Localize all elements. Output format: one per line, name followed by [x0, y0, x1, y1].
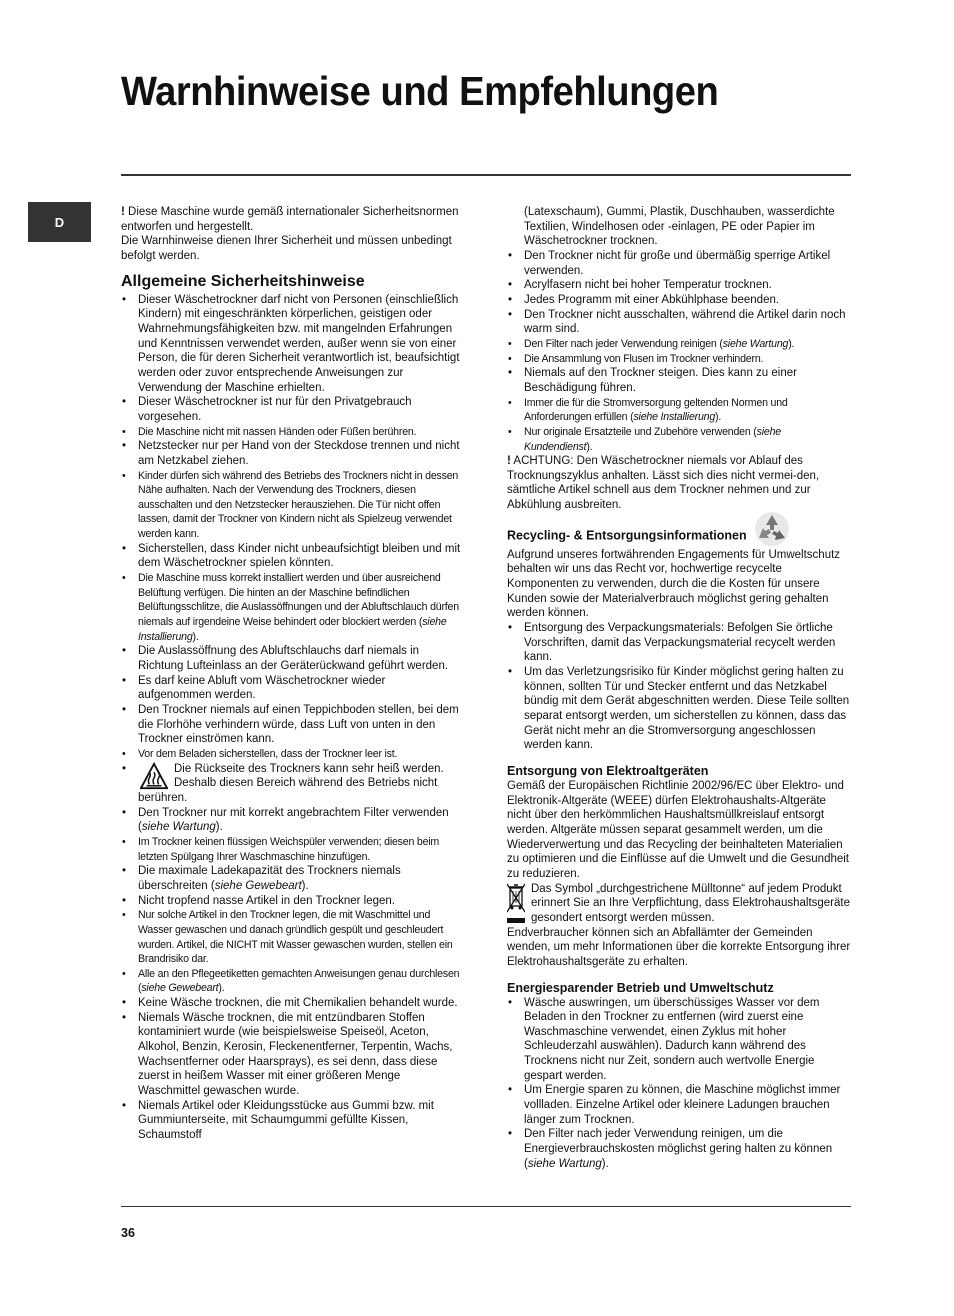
item-text: Den Filter nach jeder Verwendung reinigen, um die Energieverbrauchskosten möglichst gering halten zu können ( [524, 1128, 833, 1170]
list-item: • Netzstecker nur per Hand von der Steckdose trennen und nicht am Netzkabel ziehen. [121, 439, 461, 468]
safety-list-continued [507, 249, 852, 454]
list-item: • Niemals Wäsche trocknen, die mit entzündbaren Stoffen kontaminiert wurde (wie beispielsweise Speiseöl, Aceton, Alkohol, Benzin, Kerosin, Fleckenentferner, Terpentin, Wachs, Wachsentferner oder Haarsprays), es sei denn, dass diese zuerst in heißem Wasser mit einer größeren Menge Waschmittel gewaschen wurde. [121, 1011, 461, 1099]
list-item: • Keine Wäsche trocknen, die mit Chemikalien behandelt wurde. [121, 996, 461, 1011]
ref-gewebeart: siehe Gewebeart [214, 879, 302, 892]
list-item [507, 425, 852, 454]
hot-surface-warning-icon [140, 762, 168, 790]
list-item: • Dieser Wäschetrockner ist nur für den Privatgebrauch vorgesehen. [121, 395, 461, 424]
recycling-list [507, 621, 852, 753]
list-item [507, 1127, 852, 1171]
paren: ). [215, 821, 223, 834]
list-item: • Den Trockner nicht ausschalten, während die Artikel darin noch warm sind. [507, 308, 852, 337]
continuation: (Latexschaum), Gummi, Plastik, Duschhauben, wasserdichte Textilien, Windelhosen oder -einlagen, PE oder Papier im Wäschetrockner trocknen. [524, 206, 835, 248]
list-item [121, 571, 461, 644]
item-text: Nur originale Ersatzteile und Zubehöre verwenden ( [524, 425, 757, 438]
paren: ). [301, 879, 309, 892]
language-tab: D [28, 202, 91, 242]
warning [507, 454, 852, 513]
item-text: Den Trockner nur mit korrekt angebrachtem Filter verwenden ( [138, 806, 449, 834]
list-item: • Nicht tropfend nasse Artikel in den Trockner legen. [121, 894, 461, 909]
weee-symbol-text: Das Symbol „durchgestrichene Mülltonne“ auf jedem Produkt erinnert Sie an Ihre Verpflichtung, dass Elektrohaushaltsgeräte gesondert entsorgt werden müssen. [531, 882, 850, 924]
weee-heading: Entsorgung von Elektroaltgeräten [507, 763, 709, 778]
weee-symbol-block [507, 882, 852, 926]
intro-text: Diese Maschine wurde gemäß internationaler Sicherheitsnormen entworfen und hergestellt. [121, 206, 459, 233]
footer-rule [121, 1206, 851, 1207]
right-column [507, 205, 852, 1171]
ref-wartung: siehe Wartung [527, 1157, 602, 1170]
ref-kundendienst: siehe Kundendienst [524, 425, 781, 453]
list-item [507, 396, 852, 425]
item-text: Den Filter nach jeder Verwendung reinigen ( [524, 337, 723, 350]
list-item: • Im Trockner keinen flüssigen Weichspüler verwenden; diesen beim letzten Spülgang Ihrer Waschmaschine hinzufügen. [121, 835, 461, 864]
list-item: • Niemals auf den Trockner steigen. Dies kann zu einer Beschädigung führen. [507, 366, 852, 395]
item-text: Die Maschine muss korrekt installiert werden und über ausreichend Belüftung verfügen. Die hinten an der Maschine befindlichen Belüftungsschlitze, die Auslassöffnungen und der Abluftschlauch dürfen niemals auf irgendeine Weise behindert oder blockiert werden ( [138, 572, 459, 629]
item-text: Alle an den Pflegeetiketten gemachten Anweisungen genau durchlesen ( [138, 967, 460, 995]
list-item: • Kinder dürfen sich während des Betriebs des Trockners nicht in dessen Nähe aufhalten. Nach der Verwendung des Trockners, diesen ausschalten und den Netzstecker herausziehen. Die Tür nicht offen lassen, damit der Trockner von Kindern nicht als Spielzeug verwendet werden kann. [121, 469, 461, 542]
list-item-hot-surface [121, 762, 461, 806]
ref-wartung: siehe Wartung [141, 821, 216, 834]
list-item: • Vor dem Beladen sicherstellen, dass der Trockner leer ist. [121, 747, 461, 762]
safety-list [121, 293, 461, 1143]
weee-section [507, 764, 852, 970]
page-number: 36 [121, 1226, 135, 1240]
warning-text: ACHTUNG: Den Wäschetrockner niemals vor Ablauf des Trocknungszyklus anhalten. Lässt sich dies nicht vermei-den, sämtliche Artikel schnell aus dem Trockner nehmen und zur Abkühlung ausbreiten. [507, 455, 820, 512]
list-item: • Niemals Artikel oder Kleidungsstücke aus Gummi bzw. mit Gummiunterseite, mit Schaumgummi gefüllte Kissen, Schaumstoff [121, 1099, 461, 1143]
list-item [121, 967, 461, 996]
paren: ). [586, 440, 593, 453]
list-item: • Sicherstellen, dass Kinder nicht unbeaufsichtigt bleiben und mit dem Wäschetrockner spielen könnten. [121, 542, 461, 571]
paren: ). [192, 630, 199, 643]
list-item: • Es darf keine Abluft vom Wäschetrockner wieder aufgenommen werden. [121, 674, 461, 703]
page-title: Warnhinweise und Empfehlungen [121, 68, 719, 114]
exclamation-mark: ! [121, 206, 125, 218]
paren: ). [788, 337, 795, 350]
list-item: • Den Trockner niemals auf einen Teppichboden stellen, bei dem die Florhöhe verhindern würde, dass Luft von unten in den Trockner einströmen kann. [121, 703, 461, 747]
list-item: • Um Energie sparen zu können, die Maschine möglichst immer vollladen. Einzelne Artikel oder kleinere Ladungen brauchen länger zum Trocknen. [507, 1083, 852, 1127]
list-item: • Um das Verletzungsrisiko für Kinder möglichst gering halten zu können, sollten Tür und Stecker entfernt und das Netzkabel bündig mit dem Gerät abgeschnitten werden. Diese Teile sollten separat entsorgt werden, um sicherstellen zu können, dass das Gerät nicht mehr an die Stromversorgung angeschlossen werden kann. [507, 665, 852, 753]
ref-gewebeart: siehe Gewebeart [141, 982, 219, 995]
list-item: • Dieser Wäschetrockner darf nicht von Personen (einschließlich Kindern) mit eingeschränkten körperlichen, geistigen oder Wahrnehmungsfähigkeiten bzw. mit mangelnden Erfahrungen und Kenntnissen verwendet werden, außer wenn sie von einer Person, die für deren Sicherheit verantwortlich ist, beaufsichtigt werden oder zuvor entsprechende Anweisungen zur Verwendung der Maschine erhielten. [121, 293, 461, 396]
weee-end: Endverbraucher können sich an Abfallämter der Gemeinden wenden, um mehr Informationen über die korrekte Entsorgung ihrer Elektrohaushaltsgeräte zu erhalten. [507, 926, 851, 968]
recycle-icon [751, 510, 793, 548]
list-item [507, 337, 852, 352]
energy-list [507, 996, 852, 1172]
recycling-section [507, 524, 852, 753]
list-item: • Die Ansammlung von Flusen im Trockner verhindern. [507, 352, 852, 367]
paren: ). [715, 411, 722, 424]
ref-wartung: siehe Wartung [722, 337, 789, 350]
ref-installierung: siehe Installierung [138, 616, 447, 643]
left-column [121, 205, 461, 1143]
weee-text: Gemäß der Europäischen Richtlinie 2002/96/EC über Elektro- und Elektronik-Altgeräte (WEEE) dürfen Elektrohaushalts-Altgeräte nicht über den herkömmlichen Haushaltsmüllkreislauf entsorgt werden. Altgeräte müssen separat gesammelt werden, um die Wiederverwertung und das Recycling der beinhalteten Materialien zu optimieren und die Einflüsse auf die Umwelt und die Gesundheit zu reduzieren. [507, 779, 850, 880]
list-item [121, 806, 461, 835]
energy-section [507, 981, 852, 1172]
list-item: • Jedes Programm mit einer Abkühlphase beenden. [507, 293, 852, 308]
ref-installierung: siehe Installierung [633, 411, 716, 424]
list-item: • Wäsche auswringen, um überschüssiges Wasser vor dem Beladen in den Trockner zu entfernen (wird zuerst eine Waschmaschine verwendet, einen Zyklus mit hoher Schleuderzahl auswählen). Dadurch kann während des Trocknens nicht nur Zeit, sondern auch wertvolle Energie gespart werden. [507, 996, 852, 1084]
paren: ). [218, 982, 225, 995]
list-item: • Nur solche Artikel in den Trockner legen, die mit Waschmittel und Wasser gewaschen und danach gründlich gespült und geschleudert wurden. Artikel, die NICHT mit Wasser gewaschen wurden, stellen ein Brandrisiko dar. [121, 908, 461, 967]
list-item [121, 864, 461, 893]
list-item: • Den Trockner nicht für große und übermäßig sperrige Artikel verwenden. [507, 249, 852, 278]
crossed-out-bin-icon [507, 882, 525, 924]
recycling-heading [507, 524, 852, 548]
list-item: • Entsorgung des Verpackungsmaterials: Befolgen Sie örtliche Vorschriften, damit das Verpackungsmaterial recycelt werden kann. [507, 621, 852, 665]
safety-heading: Allgemeine Sicherheitshinweise [121, 272, 365, 290]
item-text: Immer die für die Stromversorgung geltenden Normen und Anforderungen erfüllen ( [524, 396, 788, 424]
paren: ). [601, 1157, 609, 1170]
list-item: • Die Maschine nicht mit nassen Händen oder Füßen berühren. [121, 425, 461, 440]
list-item: • Die Auslassöffnung des Abluftschlauchs darf niemals in Richtung Lufteinlass an der Geräterückwand geführt werden. [121, 644, 461, 673]
recycling-text: Aufgrund unseres fortwährenden Engagements für Umweltschutz behalten wir uns das Recht vor, hochwertige recycelte Komponenten zu verwenden, durch die die Kosten für unsere Kunden sowie der Materialverbrauch möglichst gering gehalten werden können. [507, 548, 841, 620]
energy-heading: Energiesparender Betrieb und Umweltschutz [507, 980, 774, 995]
intro-2: Die Warnhinweise dienen Ihrer Sicherheit und müssen unbedingt befolgt werden. [121, 235, 452, 262]
list-item: • Acrylfasern nicht bei hoher Temperatur trocknen. [507, 278, 852, 293]
recycling-heading-text: Recycling- & Entsorgungsinformationen [507, 528, 747, 543]
item-text: Die Rückseite des Trockners kann sehr heiß werden. Deshalb diesen Bereich während des Betriebs nicht berühren. [138, 762, 444, 804]
item-text: Die maximale Ladekapazität des Trockners niemals überschreiten ( [138, 865, 401, 892]
title-rule [121, 174, 851, 176]
intro [121, 205, 461, 234]
exclamation-mark: ! [507, 455, 511, 468]
